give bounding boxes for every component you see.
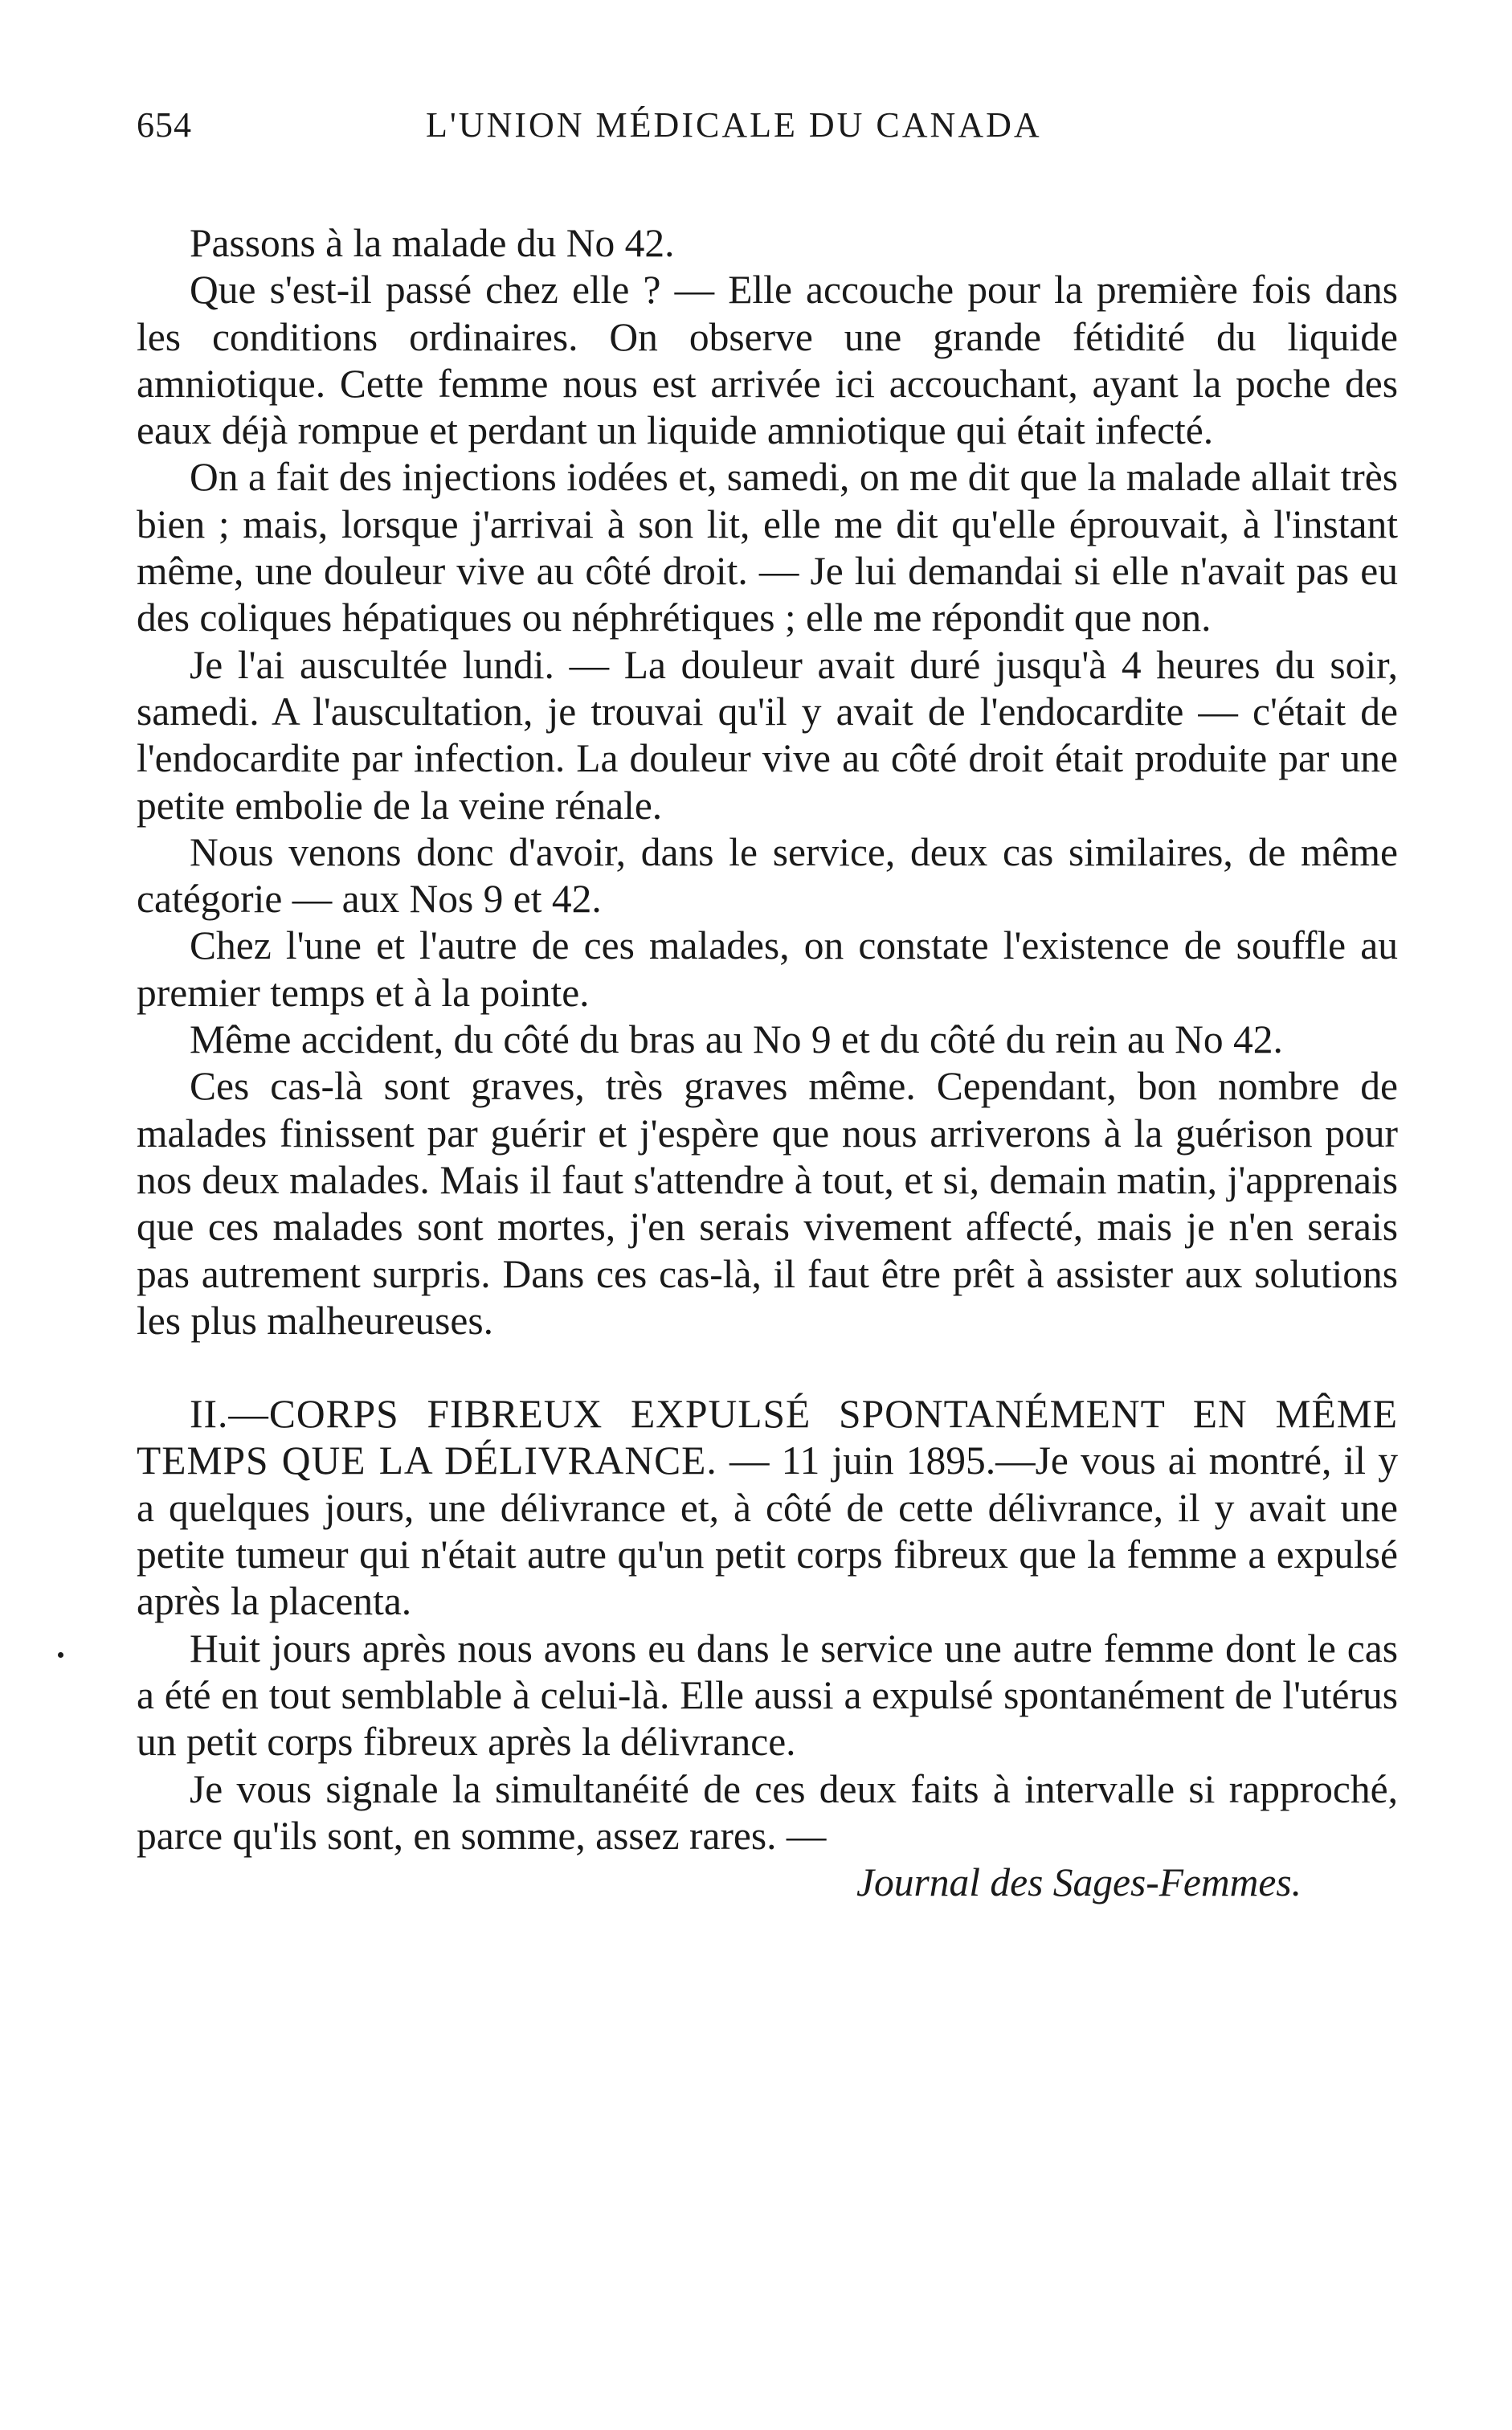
- section-opening: [137, 1391, 1398, 1625]
- running-head: [137, 104, 1398, 153]
- page-number: 654: [137, 105, 192, 145]
- paragraph: On a fait des injections iodées et, samedi, on me dit que la malade allait très bien ; mais, lorsque j'arrivai à son lit, elle me dit qu'elle éprouvait, à l'instant même, une douleur vive au côté droit. — Je lui demandai si elle n'avait pas eu des coliques hépatiques ou néphrétiques ; elle me répondit que non.: [137, 455, 1398, 640]
- paragraph: Même accident, du côté du bras au No 9 et du côté du rein au No 42.: [190, 1017, 1283, 1062]
- article-body: [137, 220, 1398, 1906]
- source-citation: Journal des Sages-Femmes.: [856, 1860, 1302, 1905]
- section-intro: —Je vous ai montré, il y a quelques jours, une délivrance et, à côté de cette délivrance, il y avait une petite tumeur qui n'était autre qu'un petit corps fibreux que la femme a expulsé après la placenta.: [137, 1438, 1398, 1624]
- section-date: — 11 juin 1895.: [717, 1438, 996, 1483]
- paragraph: Que s'est-il passé chez elle ? — Elle accouche pour la première fois dans les conditions ordinaires. On observe une grande fétidité du liquide amniotique. Cette femme nous est arrivée ici accouchant, ayant la poche des eaux déjà rompue et perdant un liquide amniotique qui était infecté.: [137, 268, 1398, 453]
- paragraph: Nous venons donc d'avoir, dans le service, deux cas similaires, de même catégorie — aux Nos 9 et 42.: [137, 829, 1398, 922]
- paragraph: Je l'ai auscultée lundi. — La douleur avait duré jusqu'à 4 heures du soir, samedi. A l'auscultation, je trouvai qu'il y avait de l'endocardite — c'était de l'endocardite par infection. La douleur vive au côté droit était produite par une petite embolie de la veine rénale.: [137, 642, 1398, 828]
- section-heading: II.—CORPS FIBREUX EXPULSÉ SPONTANÉMENT EN MÊME TEMPS QUE LA DÉLIVRANCE.: [137, 1392, 1398, 1483]
- page: [137, 104, 1398, 1906]
- paragraph: Chez l'une et l'autre de ces malades, on constate l'existence de souffle au premier temps et à la pointe.: [137, 923, 1398, 1015]
- section-corps-fibreux: [137, 1391, 1398, 1906]
- paragraph: Passons à la malade du No 42.: [190, 221, 675, 265]
- paragraph: Huit jours après nous avons eu dans le service une autre femme dont le cas a été en tout semblable à celui-là. Elle aussi a expulsé spontanément de l'utérus un petit corps fibreux après la délivrance.: [137, 1626, 1398, 1765]
- journal-title: L'UNION MÉDICALE DU CANADA: [426, 105, 1042, 145]
- paragraph: Ces cas-là sont graves, très graves même. Cependant, bon nombre de malades finissent par guérir et j'espère que nous arriverons à la guérison pour nos deux malades. Mais il faut s'attendre à tout, et si, demain matin, j'apprenais que ces malades sont mortes, j'en serais vivement affecté, mais je n'en serais pas autrement surpris. Dans ces cas-là, il faut être prêt à assister aux solutions les plus malheureuses.: [137, 1064, 1398, 1343]
- margin-mark: [58, 1652, 63, 1658]
- paragraph: Je vous signale la simultanéité de ces deux faits à intervalle si rapproché, parce qu'ils sont, en somme, assez rares. —: [137, 1766, 1398, 1858]
